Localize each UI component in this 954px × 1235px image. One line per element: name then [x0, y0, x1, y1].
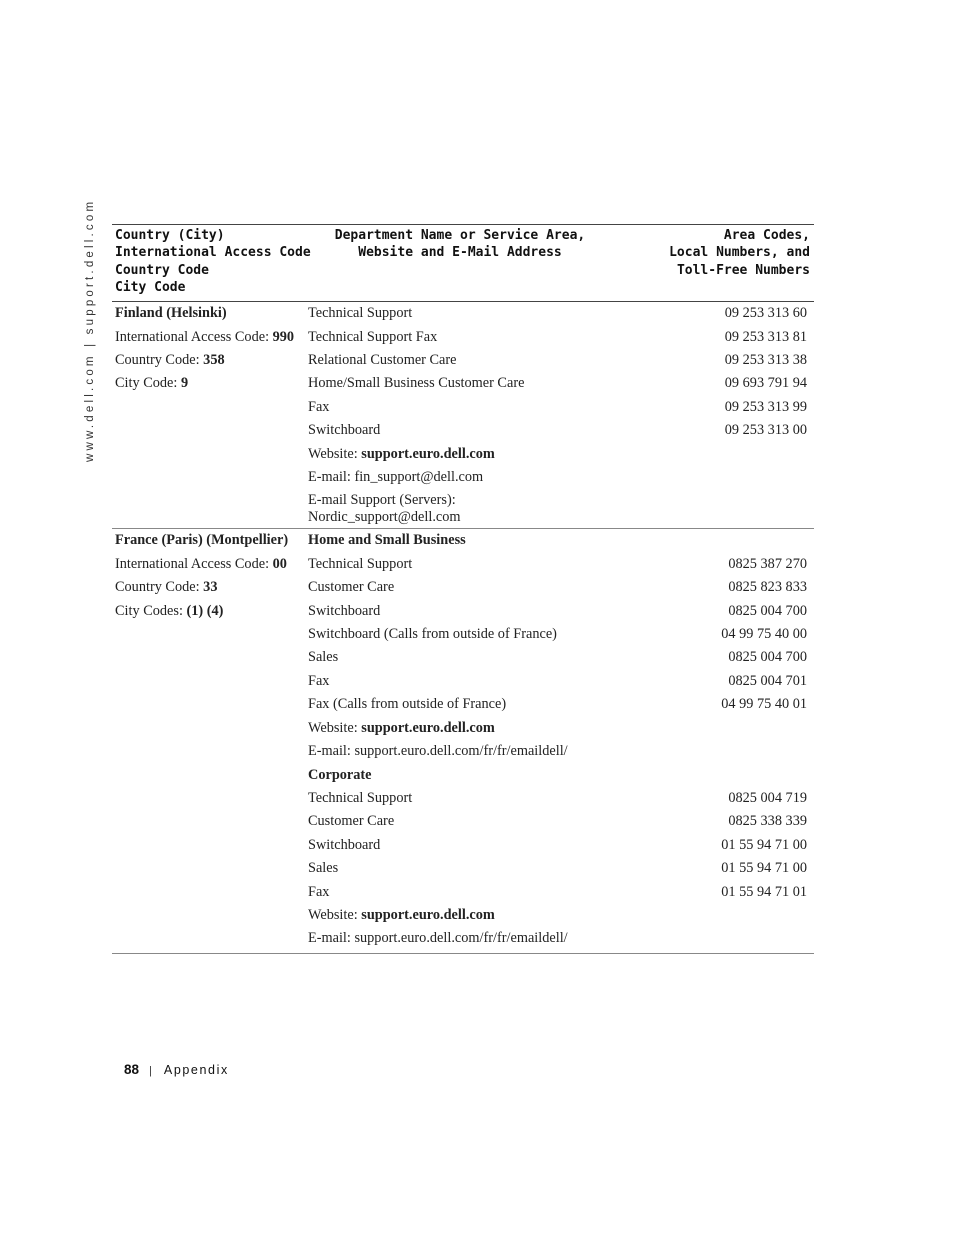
department-rows: [308, 302, 814, 526]
department-name: Fax: [308, 883, 330, 900]
contact-table: [112, 224, 814, 954]
website-cell: [308, 904, 814, 927]
info-label: Finland (Helsinki): [115, 305, 227, 322]
table-row: [308, 810, 814, 833]
info-label: International Access Code:: [115, 328, 273, 345]
header-line: Area Codes,: [723, 228, 810, 243]
department-name: E-mail: fin_support@dell.com: [308, 469, 484, 486]
section-title: Appendix: [163, 1063, 229, 1077]
table-row: [308, 717, 814, 740]
country-code-line: [115, 576, 308, 599]
info-value: 33: [203, 579, 218, 596]
page-number: 88: [124, 1062, 140, 1077]
table-row: [308, 764, 814, 787]
header-col-country: [112, 227, 311, 296]
phone-number: 04 99 75 40 00: [721, 626, 807, 643]
website-label: Website:: [308, 719, 362, 736]
table-row: [308, 670, 814, 693]
info-label: France (Paris) (Montpellier): [115, 532, 289, 549]
email-address[interactable]: Nordic_support@dell.com: [308, 509, 461, 526]
header-line: City Code: [115, 279, 186, 295]
table-row: [308, 857, 814, 880]
department-name: Switchboard: [308, 836, 381, 853]
info-label: Country Code:: [115, 351, 204, 368]
table-row: [308, 600, 814, 623]
table-row: [308, 576, 814, 599]
info-value: 9: [180, 375, 189, 392]
department-name: Fax: [308, 398, 330, 415]
table-row: [308, 489, 814, 526]
phone-number: 0825 004 700: [728, 602, 807, 619]
header-col-department: [308, 227, 612, 296]
info-label: City Codes:: [115, 602, 187, 619]
table-row: [308, 881, 814, 904]
department-name: Customer Care: [308, 813, 395, 830]
department-name: Home/Small Business Customer Care: [308, 375, 525, 392]
department-name: Switchboard (Calls from outside of France): [308, 626, 557, 643]
phone-number: 01 55 94 71 00: [721, 860, 807, 877]
table-row: [308, 646, 814, 669]
phone-number: 0825 004 701: [728, 672, 807, 689]
website-link[interactable]: support.euro.dell.com: [361, 445, 495, 462]
header-line: Website and E-Mail Address: [358, 245, 562, 261]
info-label: International Access Code:: [115, 555, 273, 572]
footer-separator: |: [149, 1065, 152, 1077]
department-name: E-mail: support.euro.dell.com/fr/fr/emaildell/: [308, 930, 568, 947]
country-code-line: [115, 326, 308, 349]
department-name: Customer Care: [308, 579, 395, 596]
department-name: E-mail: support.euro.dell.com/fr/fr/emaildell/: [308, 743, 568, 760]
phone-number: 0825 823 833: [728, 579, 807, 596]
phone-number: 04 99 75 40 01: [721, 696, 807, 713]
header-line: Country Code: [115, 262, 209, 278]
table-row: [308, 443, 814, 466]
table-row: [308, 326, 814, 349]
info-label: City Code:: [115, 375, 181, 392]
department-name: Technical Support Fax: [308, 328, 438, 345]
group-heading: Home and Small Business: [308, 532, 466, 549]
phone-number: 01 55 94 71 00: [721, 836, 807, 853]
header-line: International Access Code: [115, 245, 311, 261]
department-name: Fax: [308, 672, 330, 689]
group-heading: Corporate: [308, 766, 372, 783]
website-link[interactable]: support.euro.dell.com: [361, 719, 495, 736]
info-value: 00: [272, 555, 287, 572]
phone-number: 0825 387 270: [728, 555, 807, 572]
website-label: Website:: [308, 445, 362, 462]
table-row: [308, 349, 814, 372]
side-url: www.dell.com | support.dell.com: [84, 198, 96, 462]
header-line: Department Name or Service Area,: [334, 228, 586, 243]
header-line: Local Numbers, and: [669, 245, 810, 261]
table-row: [308, 740, 814, 763]
table-row: [308, 302, 814, 325]
department-name: Sales: [308, 860, 339, 877]
table-row: [308, 466, 814, 489]
country-info: [112, 302, 308, 526]
table-row: [308, 834, 814, 857]
phone-number: 09 253 313 81: [724, 328, 807, 345]
department-name: Relational Customer Care: [308, 352, 457, 368]
table-row: [308, 529, 814, 552]
country-code-line: [115, 553, 308, 576]
phone-number: 09 693 791 94: [724, 375, 807, 392]
country-info: [112, 529, 308, 950]
header-col-numbers: [612, 227, 814, 296]
info-value: 358: [203, 351, 225, 368]
phone-number: 0825 338 339: [728, 813, 807, 830]
table-row: [308, 396, 814, 419]
email-support-label: E-mail Support (Servers):: [308, 492, 456, 509]
department-name: Fax (Calls from outside of France): [308, 696, 507, 713]
header-line: Country (City): [115, 228, 225, 243]
country-city: [115, 302, 308, 325]
section-france: [112, 529, 814, 953]
website-cell: [308, 443, 814, 466]
country-code-line: [115, 600, 308, 623]
website-link[interactable]: support.euro.dell.com: [361, 906, 495, 923]
table-row: [308, 623, 814, 646]
department-name: Sales: [308, 649, 339, 666]
country-city: [115, 529, 308, 552]
country-code-line: [115, 349, 308, 372]
table-row: [308, 553, 814, 576]
table-row: [308, 693, 814, 716]
phone-number: 09 253 313 00: [724, 422, 807, 439]
department-name: Technical Support: [308, 555, 413, 572]
table-row: [308, 372, 814, 395]
phone-number: 09 253 313 99: [724, 398, 807, 415]
phone-number: 0825 004 700: [728, 649, 807, 666]
department-name: Switchboard: [308, 422, 381, 439]
info-value: (1) (4): [186, 602, 224, 619]
website-label: Website:: [308, 906, 362, 923]
phone-number: 09 253 313 38: [724, 352, 807, 368]
department-name: Switchboard: [308, 602, 381, 619]
table-row: [308, 419, 814, 442]
table-row: [308, 927, 814, 950]
phone-number: 0825 004 719: [728, 789, 807, 806]
info-value: 990: [272, 328, 295, 345]
info-label: Country Code:: [115, 579, 204, 596]
table-row: [308, 904, 814, 927]
department-name: Technical Support: [308, 305, 413, 322]
department-name: Technical Support: [308, 789, 413, 806]
table-header: [112, 225, 814, 302]
section-finland: [112, 302, 814, 529]
phone-number: 09 253 313 60: [724, 305, 807, 322]
website-cell: [308, 717, 814, 740]
country-code-line: [115, 372, 308, 395]
header-line: Toll-Free Numbers: [676, 262, 810, 278]
page-footer: [124, 1062, 229, 1077]
department-rows: [308, 529, 814, 950]
email-support-cell: [308, 489, 814, 526]
phone-number: 01 55 94 71 01: [721, 883, 807, 900]
table-row: [308, 787, 814, 810]
